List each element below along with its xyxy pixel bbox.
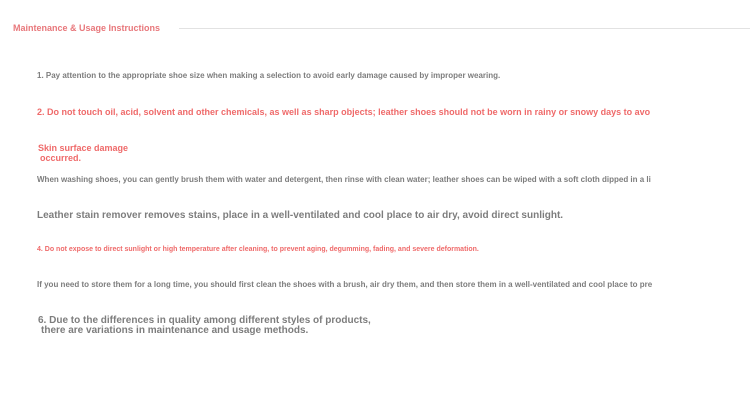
instruction-item-3: When washing shoes, you can gently brush them with water and detergent, then rinse with clean water; leather shoes can be wiped with a soft cloth dipped in a li (37, 175, 651, 184)
instruction-item-2: 2. Do not touch oil, acid, solvent and other chemicals, as well as sharp objects; leather shoes should not be worn in rainy or snowy days to avo (37, 107, 651, 117)
instruction-item-2-continued-line-1: Skin surface damage (38, 143, 129, 153)
instruction-item-6-line-1: 6. Due to the differences in quality among different styles of products, (38, 315, 371, 326)
instruction-item-1: 1. Pay attention to the appropriate shoe size when making a selection to avoid early damage caused by improper wearing. (37, 71, 501, 80)
section-header (13, 22, 750, 34)
instruction-item-2-continued-line-2: occurred. (40, 153, 82, 163)
instruction-item-2-continued (38, 143, 128, 163)
instruction-item-3-continued: Leather stain remover removes stains, place in a well-ventilated and cool place to air dry, avoid direct sunlight. (37, 210, 564, 221)
instruction-item-6-line-2: there are variations in maintenance and usage methods. (41, 325, 309, 336)
instruction-item-4: 4. Do not expose to direct sunlight or high temperature after cleaning, to prevent aging, degumming, fading, and severe deformation. (37, 246, 479, 253)
section-title: Maintenance & Usage Instructions (13, 23, 161, 33)
instruction-item-6 (38, 316, 371, 336)
instruction-item-5: If you need to store them for a long time, you should first clean the shoes with a brush, air dry them, and then store them in a well-ventilated and cool place to pre (37, 280, 653, 289)
header-divider (179, 28, 750, 29)
